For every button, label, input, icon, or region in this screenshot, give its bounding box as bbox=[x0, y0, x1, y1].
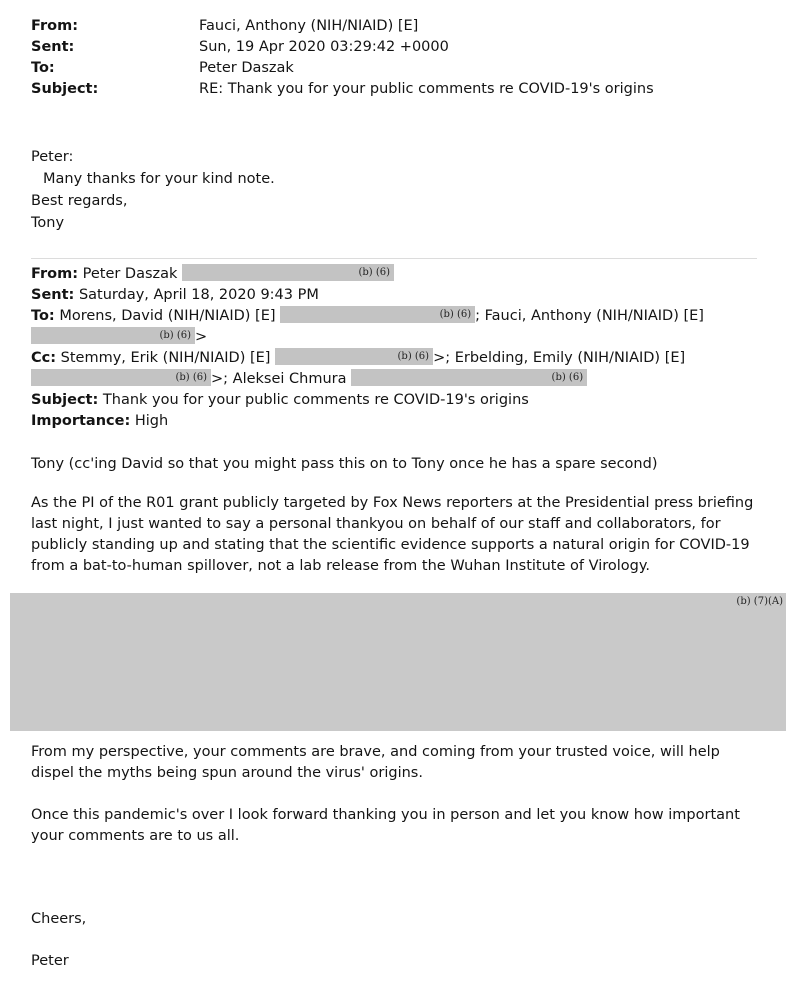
original-cc-value: Stemmy, Erik (NIH/NIAID) [E] bbox=[60, 350, 271, 366]
original-to-row-cont bbox=[31, 327, 207, 348]
original-cc-value-2: >; Erbelding, Emily (NIH/NIAID) [E] bbox=[433, 350, 686, 366]
redaction-box bbox=[280, 306, 475, 323]
original-importance-row bbox=[31, 411, 168, 432]
reply-from-label: From: bbox=[31, 18, 78, 34]
redaction-block bbox=[10, 593, 786, 731]
redaction-box bbox=[31, 327, 195, 344]
reply-subject-value: RE: Thank you for your public comments re COVID-19's origins bbox=[199, 81, 654, 97]
redaction-code: (b) (6) bbox=[159, 330, 191, 341]
reply-closing: Best regards, bbox=[31, 193, 128, 209]
reply-sent-label: Sent: bbox=[31, 39, 75, 55]
original-to-value-3: > bbox=[195, 329, 208, 345]
original-paragraph-2: As the PI of the R01 grant publicly targeted by Fox News reporters at the Presidential press briefing last night, I just wanted to say a personal thankyou on behalf of our staff and collaborators, for publicly standing up and stating that the scientific evidence supports a natural origin for COVID-19 from a bat-to-human spillover, not a lab release from the Wuhan Institute of Virology. bbox=[31, 495, 754, 574]
redaction-code: (b) (6) bbox=[175, 372, 207, 383]
original-sent-row bbox=[31, 285, 319, 306]
original-to-value: Morens, David (NIH/NIAID) [E] bbox=[59, 308, 276, 324]
original-closing: Cheers, bbox=[31, 911, 87, 927]
reply-subject-label: Subject: bbox=[31, 81, 99, 97]
original-subject-row bbox=[31, 390, 529, 411]
original-to-row bbox=[31, 306, 704, 327]
original-from-label: From: bbox=[31, 266, 78, 282]
reply-to-label: To: bbox=[31, 60, 55, 76]
original-cc-row bbox=[31, 348, 685, 369]
reply-to-value: Peter Daszak bbox=[199, 60, 294, 76]
original-to-value-2: ; Fauci, Anthony (NIH/NIAID) [E] bbox=[475, 308, 704, 324]
original-cc-row-cont bbox=[31, 369, 587, 390]
redaction-box bbox=[182, 264, 394, 281]
original-importance-label: Importance: bbox=[31, 413, 131, 429]
redaction-box bbox=[31, 369, 211, 386]
original-subject-value: Thank you for your public comments re COVID-19's origins bbox=[102, 392, 529, 408]
original-from-row bbox=[31, 264, 394, 285]
redaction-box bbox=[351, 369, 587, 386]
original-from-value: Peter Daszak bbox=[82, 266, 178, 282]
original-sent-value: Saturday, April 18, 2020 9:43 PM bbox=[78, 287, 319, 303]
reply-greeting: Peter: bbox=[31, 149, 74, 165]
redaction-code: (b) (7)(A) bbox=[736, 596, 783, 607]
original-cc-value-3: >; Aleksei Chmura bbox=[211, 371, 347, 387]
redaction-code: (b) (6) bbox=[358, 267, 391, 278]
original-importance-value: High bbox=[134, 413, 169, 429]
original-sent-label: Sent: bbox=[31, 287, 75, 303]
redaction-code: (b) (6) bbox=[439, 309, 472, 320]
reply-signature: Tony bbox=[31, 215, 65, 231]
original-paragraph-1: Tony (cc'ing David so that you might pass this on to Tony once he has a spare second) bbox=[31, 456, 658, 472]
redaction-box bbox=[275, 348, 433, 365]
original-cc-label: Cc: bbox=[31, 350, 57, 366]
reply-sent-value: Sun, 19 Apr 2020 03:29:42 +0000 bbox=[199, 39, 449, 55]
original-to-label: To: bbox=[31, 308, 55, 324]
original-paragraph-4: Once this pandemic's over I look forward thanking you in person and let you know how important your comments are to us all. bbox=[31, 807, 740, 844]
original-signature: Peter bbox=[31, 953, 69, 969]
reply-from-value: Fauci, Anthony (NIH/NIAID) [E] bbox=[199, 18, 419, 34]
message-divider bbox=[31, 258, 757, 259]
redaction-code: (b) (6) bbox=[551, 372, 584, 383]
redaction-code: (b) (6) bbox=[397, 351, 430, 362]
reply-message: Many thanks for your kind note. bbox=[43, 171, 275, 187]
original-subject-label: Subject: bbox=[31, 392, 99, 408]
original-paragraph-3: From my perspective, your comments are brave, and coming from your trusted voice, will help dispel the myths being spun around the virus' origins. bbox=[31, 744, 720, 781]
